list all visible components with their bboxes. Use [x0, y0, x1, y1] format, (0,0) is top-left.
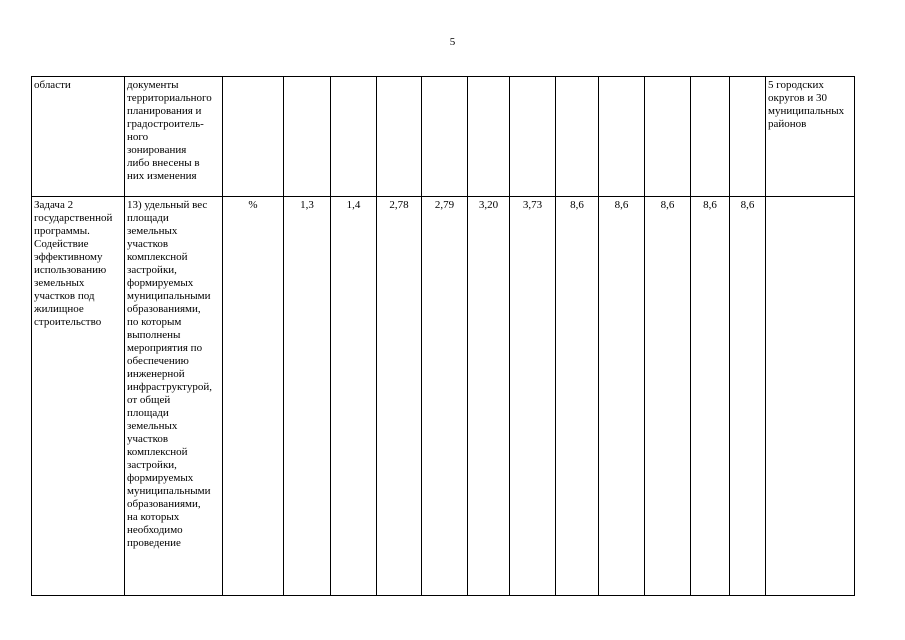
cell-text-line: инфраструктурой,	[127, 381, 212, 393]
value-cell: 3,20	[468, 197, 510, 596]
value-cell: 8,6	[730, 197, 766, 596]
cell-text-line: строительство	[34, 316, 102, 328]
cell-text-line: муниципальными	[127, 485, 211, 497]
cell-text-line: округов и 30	[768, 92, 828, 104]
table-row	[32, 197, 855, 596]
indicators-table	[31, 76, 855, 596]
cell-text-line: формируемых	[127, 472, 194, 484]
cell-text-line: ного	[127, 131, 149, 143]
cell-text-line: застройки,	[127, 459, 177, 471]
cell-text-line: необходимо	[127, 524, 183, 536]
cell-text-line: территориального	[127, 92, 212, 104]
value-cell: 8,6	[691, 197, 730, 596]
cell-text-line: использованию	[34, 264, 107, 276]
cell-text-line: документы	[127, 79, 179, 91]
cell-text-line: участков	[127, 433, 169, 445]
cell-text-line: Содействие	[34, 238, 89, 250]
scope-cell	[766, 77, 855, 197]
value-cell: 8,6	[599, 197, 645, 596]
value-cell: 3,73	[510, 197, 556, 596]
value-cell	[599, 77, 645, 197]
cell-text-line: от общей	[127, 394, 171, 406]
cell-text-line: эффективному	[34, 251, 103, 263]
table-row	[32, 77, 855, 197]
cell-text-line: земельных	[34, 277, 85, 289]
value-cell	[422, 77, 468, 197]
unit-cell: %	[223, 197, 284, 596]
indicator-cell	[125, 77, 223, 197]
cell-text-line: муниципальных	[768, 105, 845, 117]
cell-text-line: участков	[127, 238, 169, 250]
cell-text-line: районов	[768, 118, 807, 130]
cell-text-line: них изменения	[127, 170, 197, 182]
cell-text-line: земельных	[127, 225, 178, 237]
value-cell	[730, 77, 766, 197]
cell-text-line: площади	[127, 212, 169, 224]
value-cell: 2,79	[422, 197, 468, 596]
cell-text-line: муниципальными	[127, 290, 211, 302]
cell-text-line: государственной	[34, 212, 113, 224]
value-cell: 8,6	[556, 197, 599, 596]
scope-cell	[766, 197, 855, 596]
cell-text-line: обеспечению	[127, 355, 189, 367]
cell-text-line: формируемых	[127, 277, 194, 289]
cell-text-line: образованиями,	[127, 303, 201, 315]
cell-text-line: либо внесены в	[127, 157, 200, 169]
cell-text-line: на которых	[127, 511, 180, 523]
goal-cell: области	[32, 77, 125, 197]
cell-text-line: Задача 2	[34, 199, 74, 211]
value-cell	[331, 77, 377, 197]
cell-text-line: проведение	[127, 537, 181, 549]
cell-text-line: инженерной	[127, 368, 185, 380]
cell-text-line: градостроитель-	[127, 118, 204, 130]
indicator-cell	[125, 197, 223, 596]
cell-text-line: по которым	[127, 316, 182, 328]
value-cell	[556, 77, 599, 197]
value-cell	[691, 77, 730, 197]
value-cell	[284, 77, 331, 197]
cell-text-line: планирования и	[127, 105, 202, 117]
cell-text-line: мероприятия по	[127, 342, 203, 354]
cell-text-line: образованиями,	[127, 498, 201, 510]
value-cell	[510, 77, 556, 197]
cell-text-line: земельных	[127, 420, 178, 432]
cell-text-line: зонирования	[127, 144, 187, 156]
value-cell	[377, 77, 422, 197]
cell-text-line: комплексной	[127, 251, 188, 263]
unit-cell	[223, 77, 284, 197]
cell-text-line: программы.	[34, 225, 90, 237]
cell-text-line: 13) удельный вес	[127, 199, 208, 211]
cell-text-line: 5 городских	[768, 79, 824, 91]
cell-text-line: участков под	[34, 290, 95, 302]
cell-text-line: выполнены	[127, 329, 181, 341]
value-cell: 8,6	[645, 197, 691, 596]
value-cell: 2,78	[377, 197, 422, 596]
value-cell	[468, 77, 510, 197]
page-number: 5	[449, 36, 456, 48]
value-cell	[645, 77, 691, 197]
goal-cell	[32, 197, 125, 596]
cell-text-line: комплексной	[127, 446, 188, 458]
cell-text-line: площади	[127, 407, 169, 419]
cell-text-line: жилищное	[34, 303, 84, 315]
value-cell: 1,3	[284, 197, 331, 596]
value-cell: 1,4	[331, 197, 377, 596]
cell-text-line: застройки,	[127, 264, 177, 276]
